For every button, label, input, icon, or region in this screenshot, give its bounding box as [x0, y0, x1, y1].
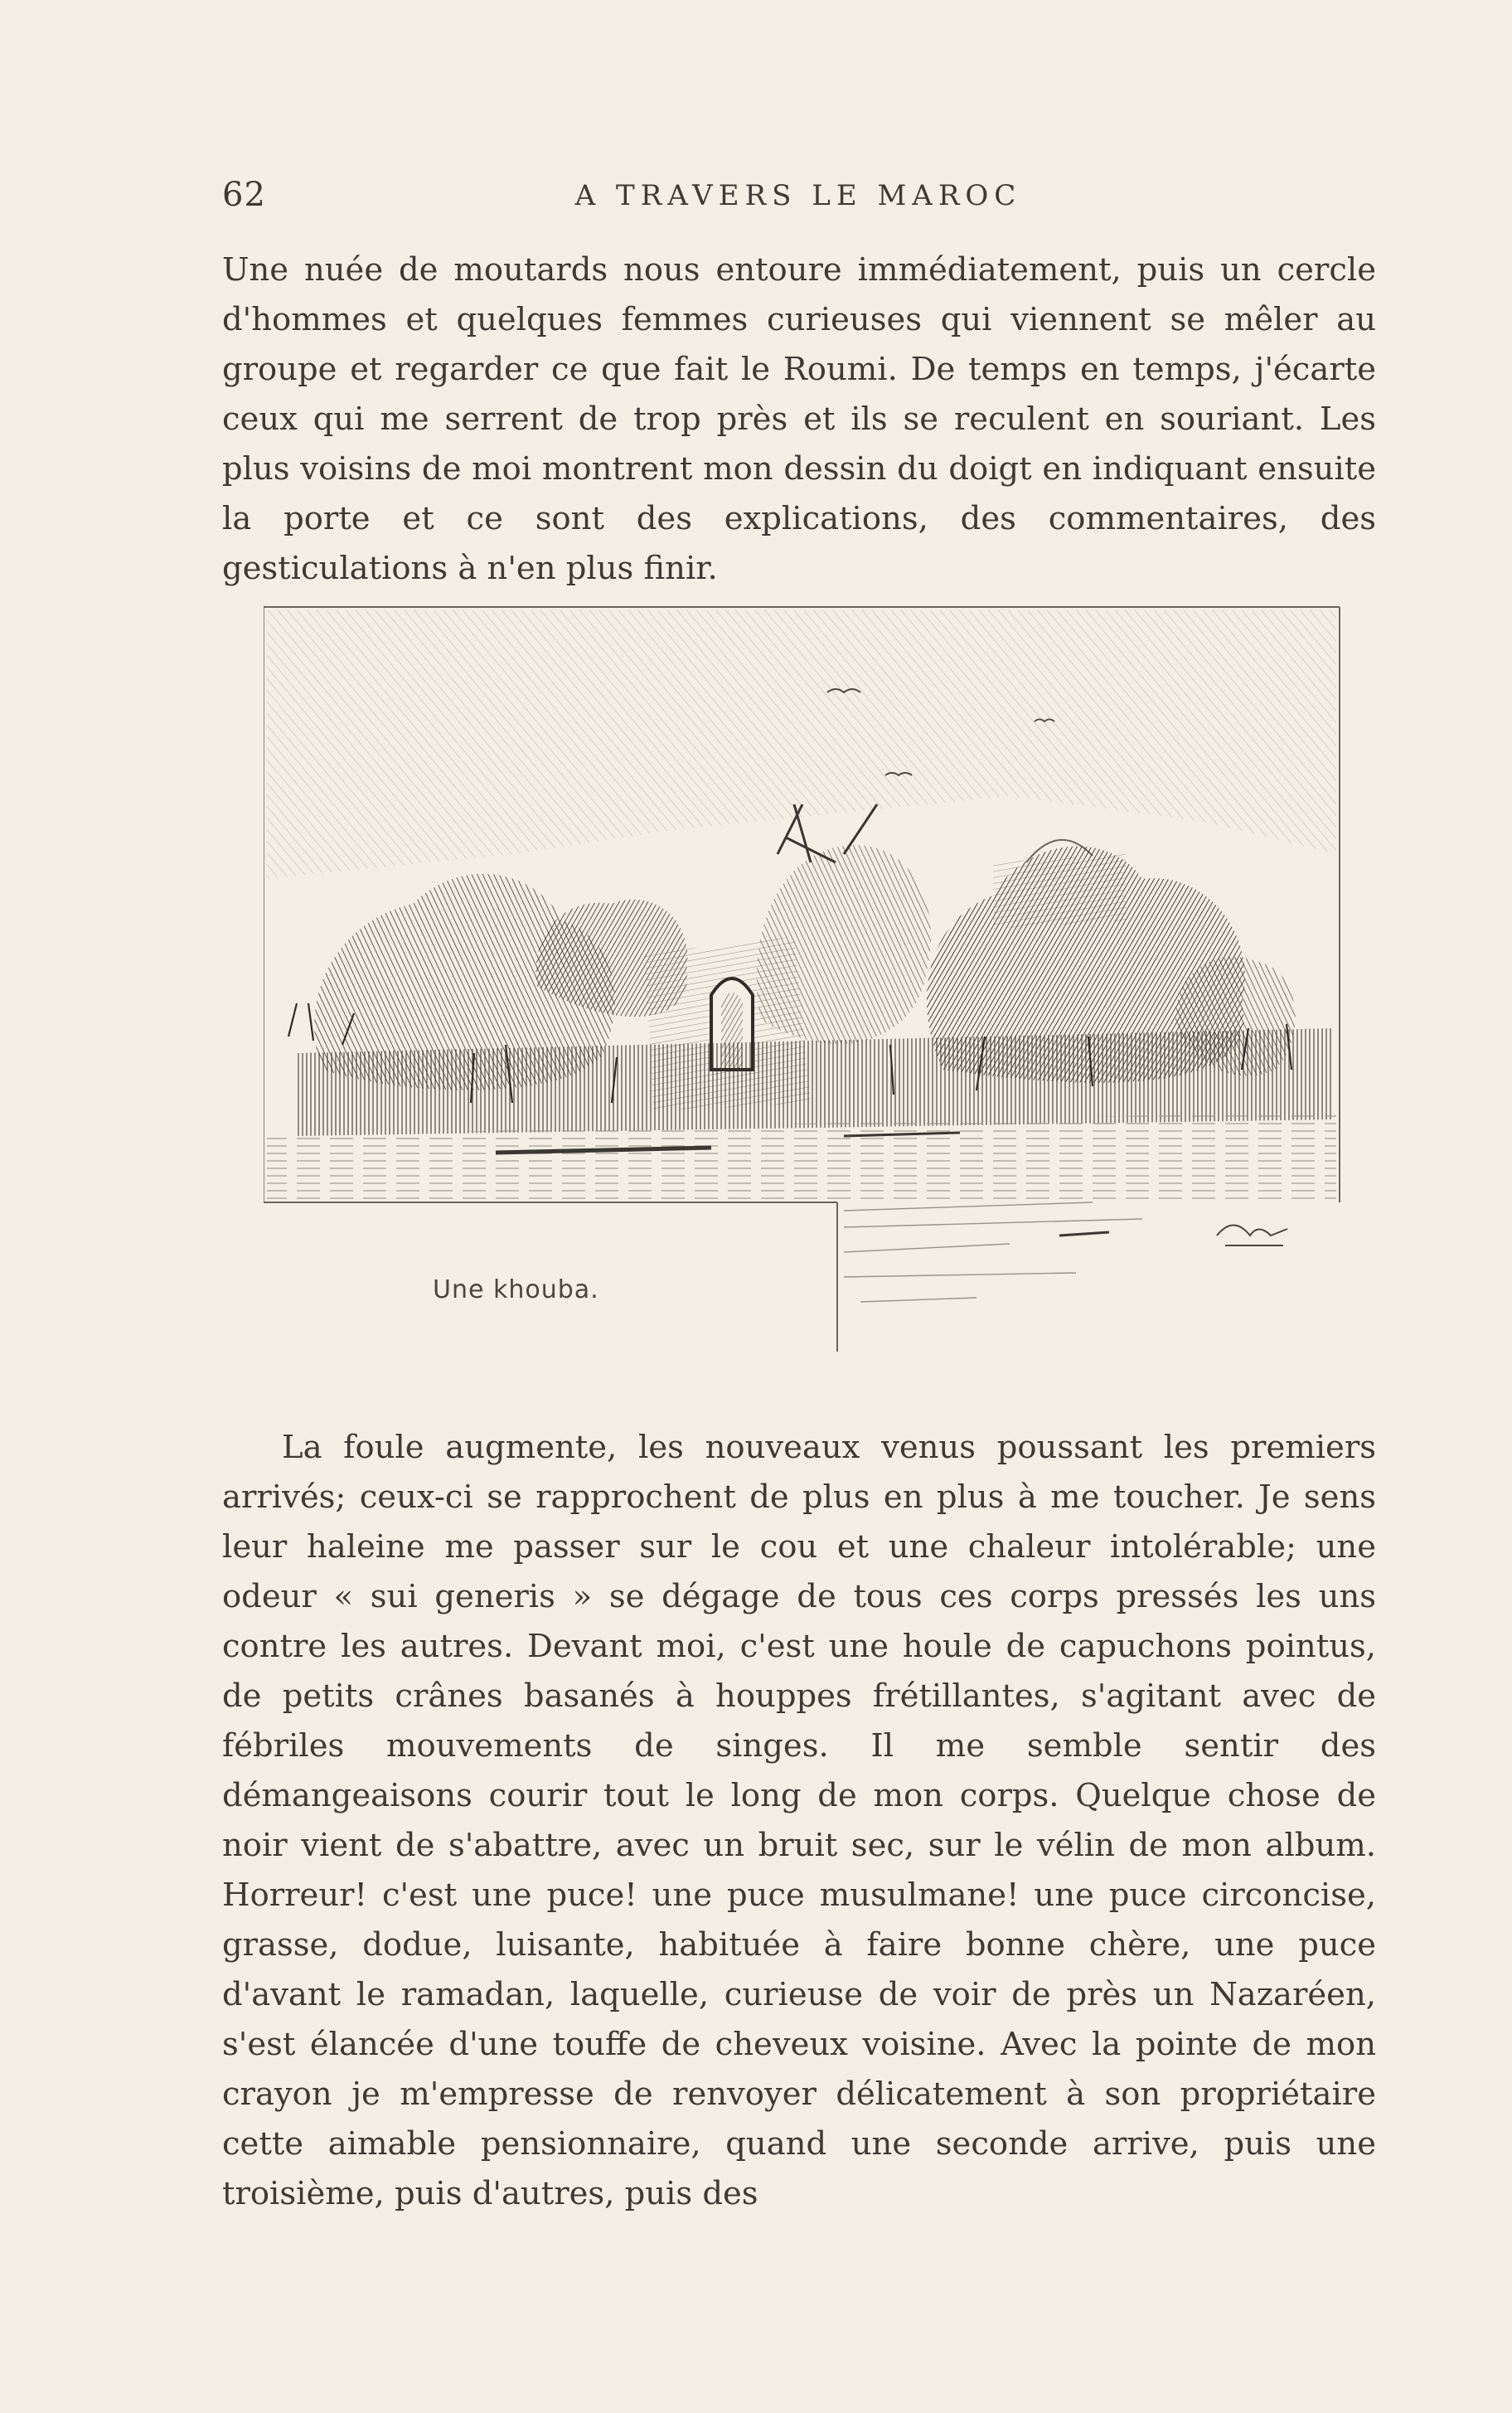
page-number: 62	[222, 176, 266, 214]
figure-caption: Une khouba.	[433, 1275, 599, 1304]
paragraph-2: La foule augmente, les nouveaux venus poussant les premiers arrivés; ceux-ci se rapprochent de plus en plus à me toucher. Je sens leur haleine me passer sur le cou et une chaleur intolérable; une odeur « sui generis » se dégage de tous ces corps pressés les uns contre les autres. Devant moi, c'est une houle de capuchons pointus, de petits crânes basanés à houppes frétillantes, s'agitant avec de fébriles mouvements de singes. Il me semble sentir des démangeaisons courir tout le long de mon corps. Quelque chose de noir vient de s'abattre, avec un bruit sec, sur le vélin de mon album. Horreur! c'est une puce! une puce musulmane! une puce circoncise, grasse, dodue, luisante, habituée à faire bonne chère, une puce d'avant le ramadan, laquelle, curieuse de voir de près un Nazaréen, s'est élancée d'une touffe de cheveux voisine. Avec la pointe de mon crayon je m'empresse de renvoyer délicatement à son propriétaire cette aimable pensionnaire, quand une seconde arrive, puis une troisième, puis d'autres, puis des	[222, 1429, 1376, 2212]
paragraph-1: Une nuée de moutards nous entoure immédiatement, puis un cercle d'hommes et quelques femmes curieuses qui viennent se mêler au groupe et regarder ce que fait le Roumi. De temps en temps, j'écarte ceux qui me serrent de trop près et ils se reculent en souriant. Les plus voisins de moi montrent mon dessin du doigt en indiquant ensuite la porte et ce sont des explications, des commentaires, des gesticulations à n'en plus finir.	[222, 251, 1376, 587]
page-header	[222, 176, 1374, 217]
running-head: A TRAVERS LE MAROC	[574, 179, 1022, 212]
engraving-illustration-icon	[264, 605, 1366, 1401]
